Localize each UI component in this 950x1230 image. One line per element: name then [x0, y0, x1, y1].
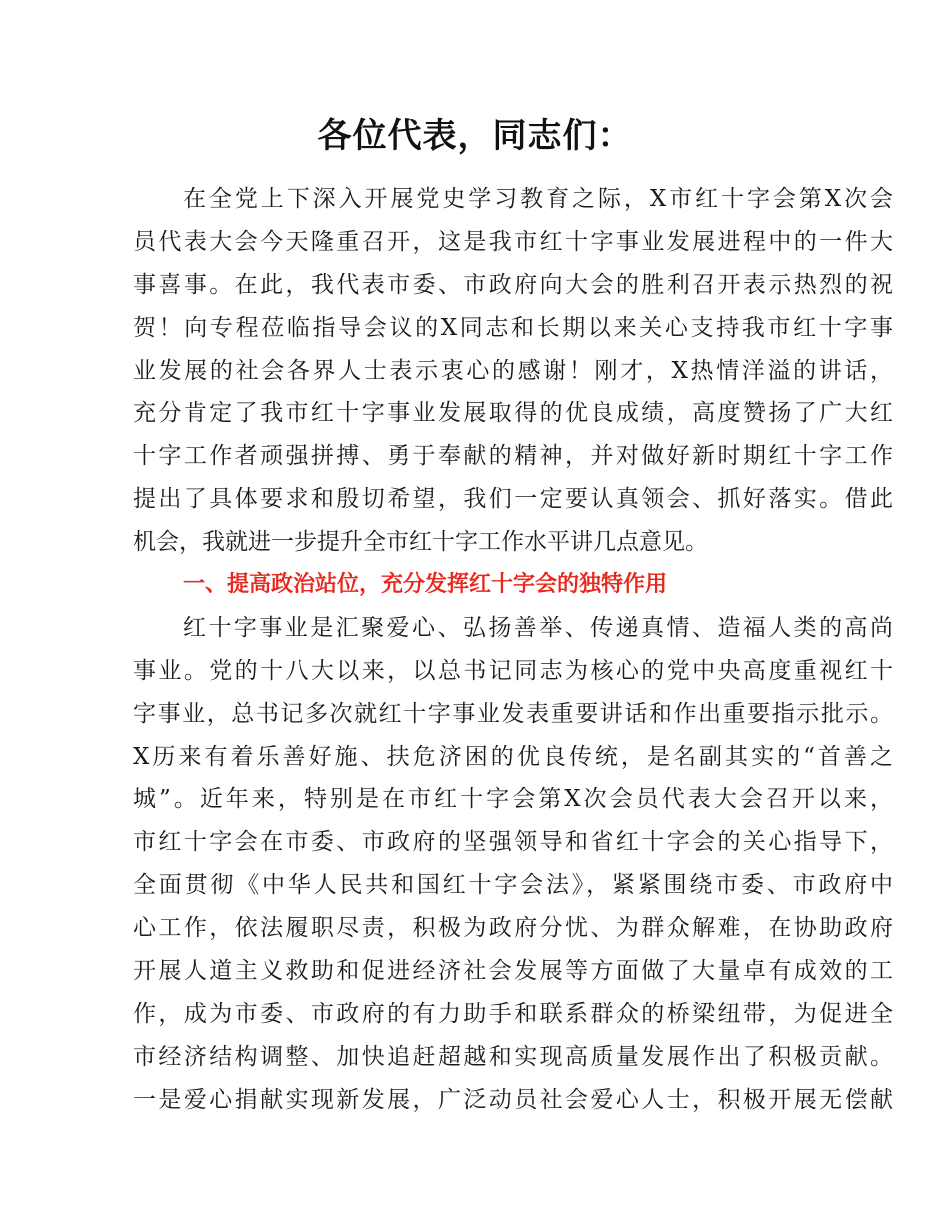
document-title: 各位代表，同志们：	[317, 116, 633, 156]
text-line: 市红十字会在市委、市政府的坚强领导和省红十字会的关心指导下，	[133, 829, 893, 856]
text-line: 业发展的社会各界人士表示衷心的感谢！刚才，X热情洋溢的讲话，	[133, 357, 893, 384]
text-line: 心工作，依法履职尽责，积极为政府分忧、为群众解难，在协助政府	[133, 915, 893, 942]
text-line: 一是爱心捐献实现新发展，广泛动员社会爱心人士，积极开展无偿献	[133, 1086, 893, 1113]
text-line: 十字工作者顽强拼搏、勇于奉献的精神，并对做好新时期红十字工作	[133, 443, 893, 470]
text-line: 提出了具体要求和殷切希望，我们一定要认真领会、抓好落实。借此	[133, 486, 893, 513]
text-line: 事喜事。在此，我代表市委、市政府向大会的胜利召开表示热烈的祝	[133, 271, 893, 298]
text-line: X历来有着乐善好施、扶危济困的优良传统，是名副其实的“首善之	[133, 743, 893, 770]
section-heading: 一、提高政治站位，充分发挥红十字会的独特作用	[183, 572, 668, 598]
text-line: 充分肯定了我市红十字事业发展取得的优良成绩，高度赞扬了广大红	[133, 400, 893, 427]
text-line: 全面贯彻《中华人民共和国红十字会法》，紧紧围绕市委、市政府中	[133, 872, 893, 899]
text-line: 机会，我就进一步提升全市红十字工作水平讲几点意见。	[133, 529, 708, 556]
text-line: 开展人道主义救助和促进经济社会发展等方面做了大量卓有成效的工	[133, 958, 893, 985]
text-line: 市经济结构调整、加快追赶超越和实现高质量发展作出了积极贡献。	[133, 1043, 893, 1070]
text-line: 城”。近年来，特别是在市红十字会第X次会员代表大会召开以来，	[133, 786, 893, 813]
text-line: 作，成为市委、市政府的有力助手和联系群众的桥梁纽带，为促进全	[133, 1000, 893, 1027]
paragraph-2	[133, 607, 893, 1122]
text-line: 贺！向专程莅临指导会议的X同志和长期以来关心支持我市红十字事	[133, 314, 893, 341]
text-line: 事业。党的十八大以来，以总书记同志为核心的党中央高度重视红十	[133, 657, 893, 684]
document-body	[133, 178, 893, 1122]
paragraph-1	[133, 178, 893, 564]
text-line: 字事业，总书记多次就红十字事业发表重要讲话和作出重要指示批示。	[133, 700, 893, 727]
text-line: 员代表大会今天隆重召开，这是我市红十字事业发展进程中的一件大	[133, 228, 893, 255]
text-line: 红十字事业是汇聚爱心、弘扬善举、传递真情、造福人类的高尚	[183, 614, 893, 641]
text-line: 在全党上下深入开展党史学习教育之际，X市红十字会第X次会	[183, 186, 893, 212]
